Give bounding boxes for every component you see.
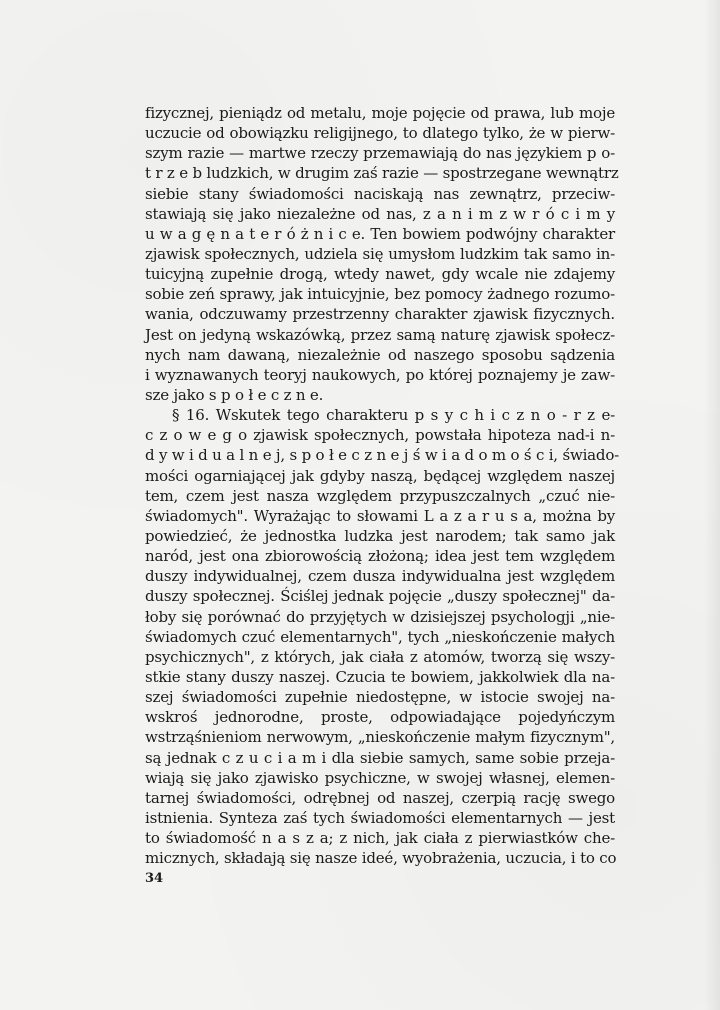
text-line: uczucie od obowiązku religijnego, to dlatego tylko, że w pierw- (145, 124, 615, 143)
text-line: tarnej świadomości, odrębnej od naszej, czerpią rację swego (145, 788, 615, 807)
text-line: micznych, składają się nasze ideé, wyobrażenia, uczucia, i to co (145, 849, 617, 868)
text-line: świadomych czuć elementarnych", tych „nieskończenie małych (145, 627, 615, 646)
text-line: są jednak c z u c i a m i dla siebie samych, same sobie przeja- (145, 748, 615, 767)
text-line: nych nam dawaną, niezależnie od naszego sposobu sądzenia (145, 345, 615, 364)
text-line: psychicznych", z których, jak ciała z atomów, tworzą się wszy- (145, 647, 615, 666)
text-line: szej świadomości zupełnie niedostępne, w istocie swojej na- (145, 688, 615, 707)
text-line: istnienia. Synteza zaś tych świadomości elementarnych — jest (145, 808, 615, 827)
text-line: sobie zeń sprawy, jak intuicyjnie, bez pomocy żadnego rozumo- (145, 285, 615, 304)
text-line: t r z e b ludzkich, w drugim zaś razie — spostrzegane wewnątrz (145, 164, 619, 183)
text-line: powiedzieć, że jednostka ludzka jest narodem; tak samo jak (145, 526, 615, 545)
text-line: tuicyjną zupełnie drogą, wtedy nawet, gdy wcale nie zdajemy (145, 265, 615, 284)
text-line: stkie stany duszy naszej. Czucia te bowiem, jakkolwiek dla na- (145, 667, 615, 686)
text-line: to świadomość n a s z a; z nich, jak ciała z pierwiastków che- (145, 829, 615, 848)
text-line: zjawisk społecznych, udziela się umysłom ludzkim tak samo in- (145, 244, 615, 263)
text-line: c z o w e g o zjawisk społecznych, powstała hipoteza nad-i n- (145, 426, 615, 445)
text-line: d y w i d u a l n e j, s p o ł e c z n e j ś w i a d o m o ś c i, świado- (145, 446, 620, 465)
page-edge-shadow (704, 0, 720, 1010)
text-line: u w a g ę n a t e r ó ż n i c e. Ten bowiem podwójny charakter (145, 224, 615, 243)
text-line: naród, jest ona zbiorowością złożoną; idea jest tem względem (145, 547, 615, 566)
text-line: wstrząśnieniom nerwowym, „nieskończenie małym fizycznym", (145, 728, 615, 747)
page-number: 34 (145, 871, 164, 886)
text-line: duszy społecznej. Ściślej jednak pojęcie „duszy społecznej" da- (145, 587, 615, 606)
text-line: siebie stany świadomości naciskają nas zewnątrz, przeciw- (145, 184, 615, 203)
text-line: i wyznawanych teoryj naukowych, po której poznajemy je zaw- (145, 365, 615, 384)
text-line: wiają się jako zjawisko psychiczne, w swojej własnej, elemen- (145, 768, 615, 787)
text-line: Jest on jedyną wskazówką, przez samą naturę zjawisk społecz- (145, 325, 615, 344)
text-line: stawiają się jako niezależne od nas, z a n i m z w r ó c i m y (145, 204, 615, 223)
text-line: mości ogarniającej jak gdyby naszą, będącej względem naszej (145, 466, 615, 485)
text-line: fizycznej, pieniądz od metalu, moje pojęcie od prawa, lub moje (145, 104, 615, 122)
text-line: łoby się porównać do przyjętych w dzisiejszej psychologji „nie- (145, 607, 615, 626)
text-line: szym razie — martwe rzeczy przemawiają do nas językiem p o- (145, 144, 615, 163)
section-start-line: § 16. Wskutek tego charakteru p s y c h i c z n o - r z e- (172, 406, 615, 425)
body-text (145, 103, 620, 868)
text-line: świadomych". Wyrażając to słowami L a z a r u s a, można by (145, 506, 615, 525)
text-line: sze jako s p o ł e c z n e. (145, 385, 324, 404)
text-line: duszy indywidualnej, czem dusza indywidualna jest względem (145, 567, 615, 586)
text-line: wskroś jednorodne, proste, odpowiadające pojedyńczym (145, 708, 615, 727)
text-line: wania, odczuwamy przestrzenny charakter zjawisk fizycznych. (145, 305, 615, 324)
text-line: tem, czem jest nasza względem przypuszczalnych „czuć nie- (145, 486, 615, 505)
